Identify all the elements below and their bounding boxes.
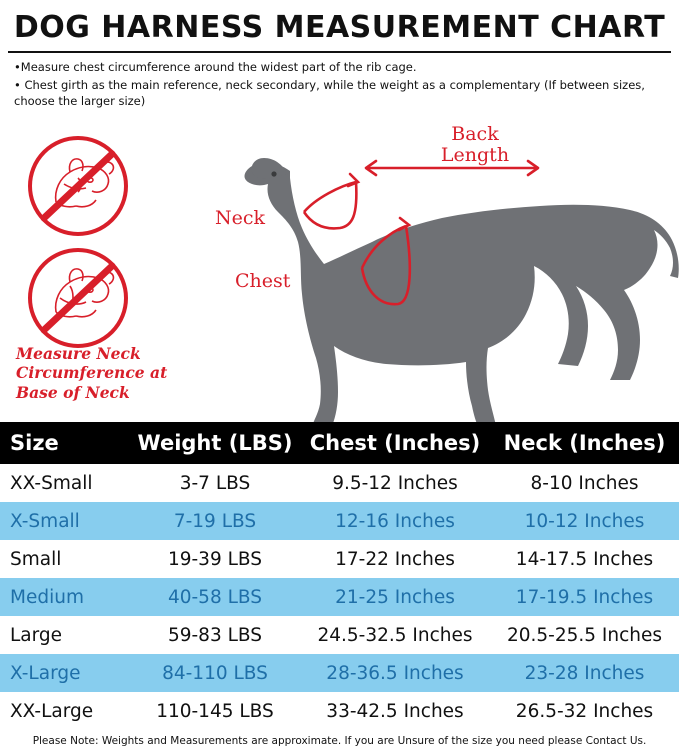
table-row (0, 654, 679, 692)
measure-neck-warning-text: Measure Neck Circumference at Base of Neck (16, 344, 168, 402)
label-neck: Neck (215, 207, 266, 230)
label-back-length-line2: Length (440, 143, 510, 166)
cell-size: XX-Large (0, 692, 130, 730)
cell-weight: 40-58 LBS (130, 578, 300, 616)
table-row (0, 616, 679, 654)
no-neck-measure-icon-1 (26, 134, 130, 238)
size-chart-table (0, 422, 679, 730)
cell-chest: 21-25 Inches (300, 578, 490, 616)
cell-neck: 17-19.5 Inches (490, 578, 679, 616)
table-row (0, 692, 679, 730)
cell-size: Large (0, 616, 130, 654)
cell-neck: 8-10 Inches (490, 464, 679, 502)
cell-neck: 23-28 Inches (490, 654, 679, 692)
table-row (0, 578, 679, 616)
cell-size: Medium (0, 578, 130, 616)
cell-size: X-Small (0, 502, 130, 540)
table-row (0, 502, 679, 540)
table-header-row (0, 422, 679, 464)
instruction-bullet-1: •Measure chest circumference around the widest part of the rib cage. (14, 60, 417, 74)
cell-chest: 12-16 Inches (300, 502, 490, 540)
cell-size: Small (0, 540, 130, 578)
label-back-length (420, 124, 530, 166)
illustration-area (0, 116, 679, 436)
cell-weight: 59-83 LBS (130, 616, 300, 654)
page-title: DOG HARNESS MEASUREMENT CHART (13, 10, 666, 45)
cell-chest: 17-22 Inches (300, 540, 490, 578)
instruction-bullet-2: • Chest girth as the main reference, neck secondary, while the weight as a complementary (If between sizes, choose the larger size) (14, 77, 645, 109)
cell-chest: 24.5-32.5 Inches (300, 616, 490, 654)
no-neck-measure-icon-2 (26, 246, 130, 350)
column-header-neck: Neck (Inches) (490, 422, 679, 464)
title-divider (8, 51, 671, 53)
cell-size: X-Large (0, 654, 130, 692)
cell-weight: 3-7 LBS (130, 464, 300, 502)
cell-chest: 33-42.5 Inches (300, 692, 490, 730)
instructions-list (0, 59, 679, 110)
cell-neck: 14-17.5 Inches (490, 540, 679, 578)
cell-neck: 10-12 Inches (490, 502, 679, 540)
dog-diagram (190, 116, 679, 436)
footnote: Please Note: Weights and Measurements are approximate. If you are Unsure of the size you need please Contact Us. (32, 735, 647, 747)
column-header-weight: Weight (LBS) (130, 422, 300, 464)
cell-neck: 20.5-25.5 Inches (490, 616, 679, 654)
column-header-chest: Chest (Inches) (300, 422, 490, 464)
table-row (0, 540, 679, 578)
cell-weight: 19-39 LBS (130, 540, 300, 578)
cell-weight: 7-19 LBS (130, 502, 300, 540)
column-header-size: Size (0, 422, 130, 464)
cell-weight: 84-110 LBS (130, 654, 300, 692)
cell-chest: 9.5-12 Inches (300, 464, 490, 502)
cell-neck: 26.5-32 Inches (490, 692, 679, 730)
table-row (0, 464, 679, 502)
cell-weight: 110-145 LBS (130, 692, 300, 730)
label-back-length-line1: Back (451, 123, 499, 146)
cell-chest: 28-36.5 Inches (300, 654, 490, 692)
label-chest: Chest (235, 270, 291, 293)
cell-size: XX-Small (0, 464, 130, 502)
